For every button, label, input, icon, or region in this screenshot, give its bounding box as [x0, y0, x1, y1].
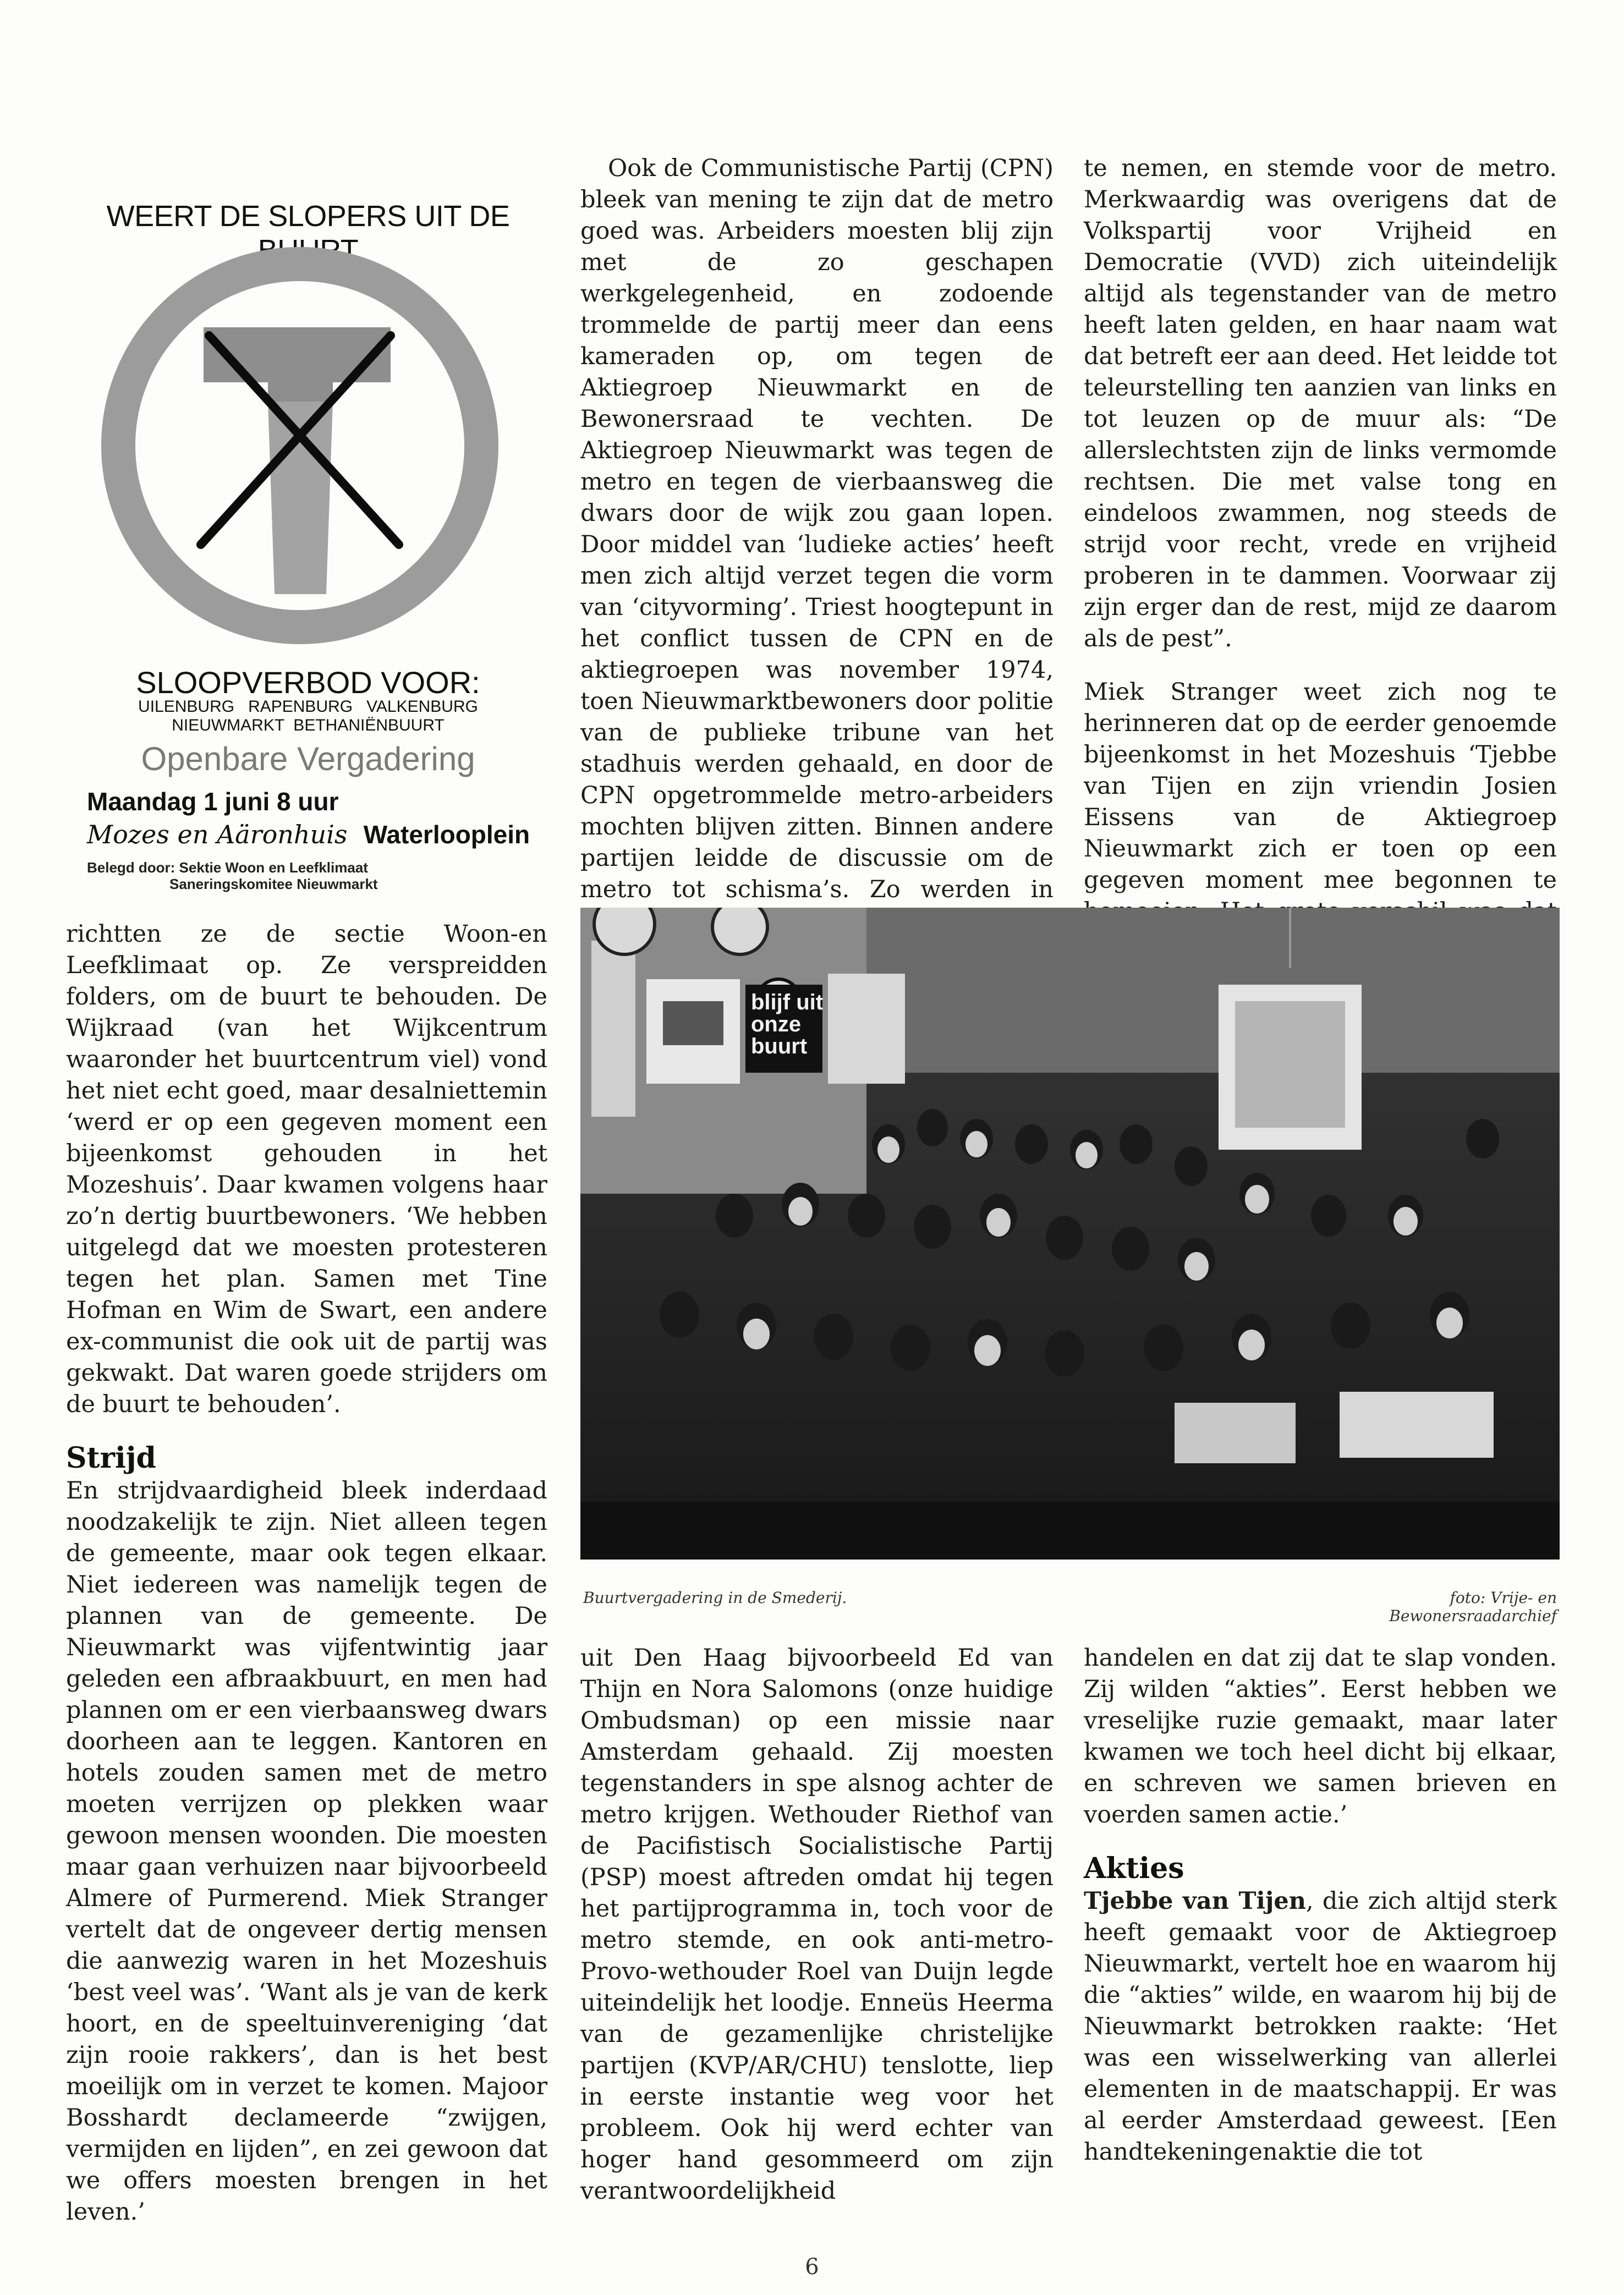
paragraph: Miek Stranger weet zich nog te herinneren dat op de eerder genoemde bijeenkomst in het Mozeshuis ‘Tjebbe van Tijen en zijn vriendin Josien Eissens van de Aktiegroep Nieuwmarkt zich er toen op een gegeven moment mee begonnen te [1084, 678, 1557, 894]
poster-image [66, 165, 550, 913]
paragraph: richtten ze de sectie Woon-en Leefklimaat op. Ze verspreidden folders, om de buurt te behouden. De Wijkraad (van het Wijkcentrum waaronder het buurtcentrum viel) vond het niet echt goed, maar desalniettemin ‘werd er op een gegeven moment een bijeenkomst gehouden in het Mozeshuis’. Daar kwamen volgens haar zo’n dertig buurtbewoners. ‘We hebben uitgelegd dat we moesten protesteren tegen het plan. Samen met Tine Hofman en Wim de Swart, een andere ex-communist die ook uit de partij was gekwakt. Dat waren goede strijders om de buurt te behouden’. [66, 920, 547, 1418]
svg-text:blijf uit: blijf uit [751, 990, 824, 1014]
right-column-top [1084, 153, 1557, 959]
meeting-photo [580, 908, 1560, 1560]
paragraph: handelen en dat zij dat te slap vonden. Zij wilden “akties”. Eerst hebben we vreselijke ruzie gemaakt, maar later kwamen we toch heel dicht bij elkaar, en schreven we samen brieven en voerden samen actie.’ [1084, 1644, 1557, 1829]
paragraph: Tjebbe van Tijen, die zich altijd sterk heeft gemaakt voor de Aktiegroep Nieuwmarkt, vertelt hoe en waarom hij die “akties” wilde, en waarom hij bij de Nieuwmarkt betrokken raakte: ‘Het was een wisselwerking van allerlei elementen in de maatschappij. Er was al eerder Amsterdaad geweest. [Een handtekeningenaktie die tot [1084, 1887, 1557, 2166]
left-column [66, 919, 547, 2228]
paragraph: En strijdvaardigheid bleek inderdaad noodzakelijk te zijn. Niet alleen tegen de gemeente, maar ook tegen elkaar. Niet iedereen was namelijk tegen de plannen van de gemeente. De Nieuwmarkt was vijfentwintig jaar geleden een afbraakbuurt, en men had plannen om er een vierbaansweg dwars doorheen aan te leggen. Kantoren en hotels zouden samen met de metro moeten verrijzen op plekken waar gewoon mensen woonden. Die moesten maar gaan verhuizen naar bijvoorbeeld Almere of Purmerend. Miek Stranger vertelt dat de ongeveer dertig mensen die aanwezig waren in het Mozeshuis ‘best veel was’. ‘Want als je van de kerk hoort, en de speeltuinvereniging ‘dat zijn rooie rakkers’, dan is het best moeilijk om in verzet te komen. Majoor Bosshardt declameerde “zwijgen, vermijden en lijden”, en zei gewoon dat we offers moesten brengen in het leven.’ [66, 1477, 547, 2226]
photo-caption: Buurtvergadering in de Smederij. [583, 1589, 847, 1607]
paragraph: uit Den Haag bijvoorbeeld Ed van Thijn en Nora Salomons (onze huidige Ombudsman) op een missie naar Amsterdam gehaald. Zij moesten tegenstanders in spe alsnog achter de metro krijgen. Wethouder Riethof van de Pacifistisch Socialistische Partij (PSP) moest aftreden omdat hij tegen het partijprogramma in, toch voor de metro stemde, en ook anti-metro-Provo-wethouder Roel van Duijn legde uiteindelijk het loodje. Enneüs Heerma van de gezamenlijke christelijke partijen (KVP/AR/CHU) tenslotte, liep in eerste instantie weg voor het probleem. Ook hij werd echter van hoger hand gesommeerd om zijn verantwoordelijkheid [580, 1644, 1054, 2205]
paragraph: Ook de Communistische Partij (CPN) bleek van mening te zijn dat de metro goed was. Arbeiders moesten blij zijn met de zo geschapen werkgelegenheid, en zodoende trommelde de partij meer dan eens kameraden op, om tegen de Aktiegroep Nieuwmarkt en de Bewonersraad te vechten. De Aktiegroep Nieuwmarkt was tegen de metro en tegen de vierbaansweg die dwars door de wijk zou gaan lopen. Door middel van ‘ludieke acties’ heeft men zich altijd verzet tegen die vorm van ‘cityvorming’. Triest hoogtepunt in het conflict tussen de CPN en de aktiegroepen was november 1974, toen Nieuwmarktbewoners door politie van de publieke tribune van het stadhuis werden gehaald, en door de CPN opgetrommelde metro-arbeiders mochten blijven zitten. Binnen andere partijen leidde de discussie om de metro tot schisma’s. Zo werden in [580, 155, 1054, 903]
poster-meeting-title: Openbare Vergadering [141, 740, 475, 777]
photo-credit: foto: Vrije- en Bewonersraadarchief [1389, 1589, 1557, 1625]
poster-areas: UILENBURG RAPENBURG VALKENBURG NIEUWMARKT BETHANIËNBUURT [138, 698, 478, 734]
section-heading-akties: Akties [1084, 1852, 1184, 1885]
poster-date: Maandag 1 juni 8 uur [87, 787, 339, 816]
svg-text:onze: onze [751, 1012, 802, 1036]
person-name: Tjebbe van Tijen [1084, 1887, 1306, 1915]
no-demolition-symbol [91, 237, 509, 655]
poster-organizers: Belegd door: Sektie Woon en Leefklimaat Saneringskomitee Nieuwmarkt [87, 859, 378, 892]
poster-title: WEERT DE SLOPERS UIT DE BUURT [106, 200, 510, 267]
poster-venue: Mozes en Aäronhuis Waterlooplein [87, 820, 530, 849]
svg-text:buurt: buurt [751, 1034, 808, 1058]
section-heading-strijd: Strijd [66, 1441, 156, 1475]
page-number: 6 [805, 2254, 819, 2280]
paragraph: te nemen, en stemde voor de metro. Merkwaardig was overigens dat de Volkspartij voor Vrijheid en Democratie (VVD) zich uiteindelijk altijd als tegenstander van de metro heeft laten gelden, en haar naam wat dat betreft eer aan deed. Het leidde tot teleurstelling ten aanzien van links en tot leuzen op de muur als: “De allerslechtsten zijn de links vermomde rechtsen. Die met valse tong en eindeloos zwammen, nog steeds de strijd voor recht, vrede en vrijheid proberen in te dammen. Voorwaar zij zijn erger dan de rest, mijd ze daarom als de pest”. [1084, 155, 1557, 652]
right-column-bottom [1084, 1643, 1557, 2168]
middle-column-top [580, 153, 1054, 968]
middle-column-bottom [580, 1643, 1054, 2207]
poster-headline: SLOOPVERBOD VOOR: [136, 665, 480, 700]
